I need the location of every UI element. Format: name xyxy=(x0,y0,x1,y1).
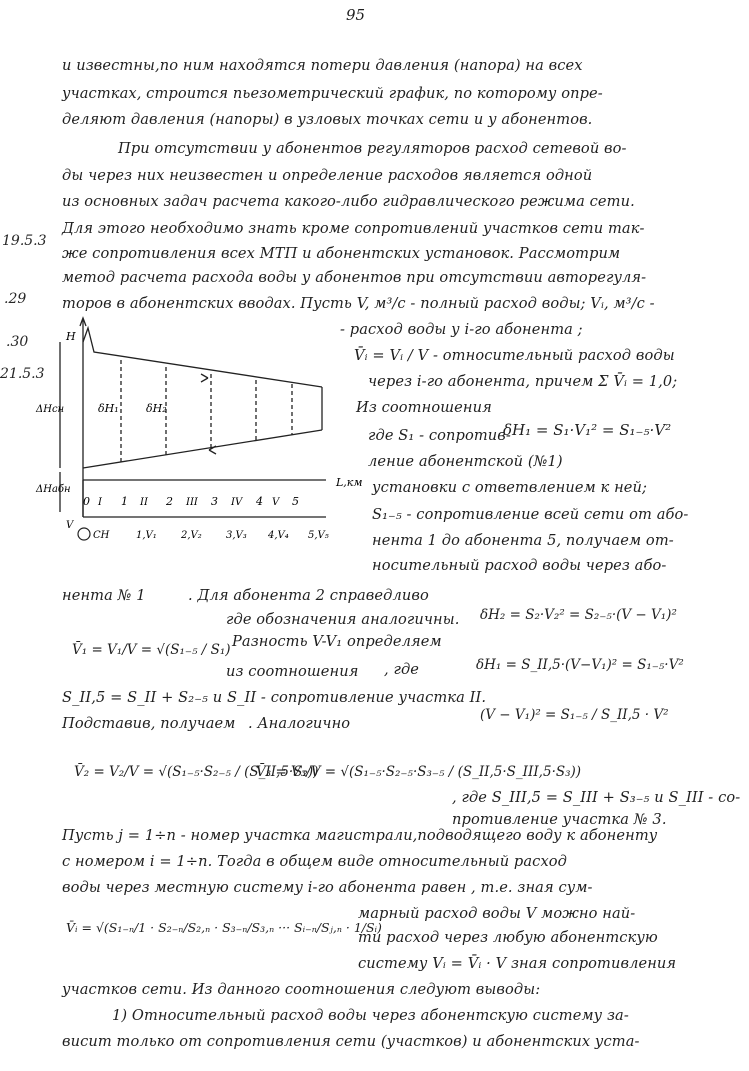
consumer-label: 3,V₃ xyxy=(226,530,247,541)
text-line: деляют давления (напоры) в узловых точках сети и у абонентов. xyxy=(62,111,593,128)
text-line: Подставив, получаем xyxy=(62,715,236,732)
section-label: I xyxy=(98,497,102,508)
section-label: III xyxy=(186,497,198,508)
text-line: участков сети. Из данного соотношения следуют выводы: xyxy=(62,981,541,998)
section-label: IV xyxy=(231,497,243,508)
text-line: . Аналогично xyxy=(248,715,351,732)
text-line: где S₁ - сопротив- xyxy=(368,427,511,444)
formula: δH₁ = S₁·V₁² = S₁₋₅·V² xyxy=(503,421,672,439)
piezometric-diagram xyxy=(36,312,366,562)
text-line: нента № 1 xyxy=(62,587,146,604)
text-line: Для этого необходимо знать кроме сопротивлений участков сети так- xyxy=(62,220,645,237)
text-line: Из соотношения xyxy=(356,399,492,416)
formula: V̄₁ = V₁/V = √(S₁₋₅ / S₁) xyxy=(72,642,231,658)
axis-label: L,км xyxy=(336,476,363,489)
consumer-label: 5,V₅ xyxy=(308,530,329,541)
node-label: 2 xyxy=(166,495,173,508)
text-line: Пусть j = 1÷n - номер участка магистрали,подводящего воду к абоненту xyxy=(62,827,658,844)
text-line: . Для абонента 2 справедливо xyxy=(188,587,429,604)
text-line: марный расход воды V можно най- xyxy=(358,905,636,922)
formula: V̄₃ = V₃/V = √(S₁₋₅·S₂₋₅·S₃₋₅ / (S_II,5·S_III,5·S₃)) xyxy=(256,764,582,780)
text-line: висит только от сопротивления сети (участков) и абонентских уста- xyxy=(62,1033,640,1050)
text-line: воды через местную систему i-го абонента равен , т.е. зная сум- xyxy=(62,879,593,896)
text-line: нента 1 до абонента 5, получаем от- xyxy=(372,532,674,549)
pump-label: СН xyxy=(93,530,110,541)
node-label: 4 xyxy=(256,495,263,508)
margin-note: 21.5.3 xyxy=(0,366,45,382)
dh-cn-label: ΔHсн xyxy=(36,404,65,415)
text-line: где обозначения аналогичны. xyxy=(226,611,460,628)
formula: (V − V₁)² = S₁₋₅ / S_II,5 · V² xyxy=(480,707,669,723)
h-label: H xyxy=(66,330,76,343)
text-line: ти расход через любую абонентскую xyxy=(358,929,658,946)
text-line: метод расчета расхода воды у абонентов при отсутствии авторегуля- xyxy=(62,269,647,286)
dh2-label: δH₂ xyxy=(146,402,167,415)
dh-abn-label: ΔHабн xyxy=(36,484,71,495)
text-line: Разность V-V₁ определяем xyxy=(232,633,442,650)
text-line: и известны,по ним находятся потери давления (напора) на всех xyxy=(62,57,583,74)
text-line: носительный расход воды через або- xyxy=(372,557,667,574)
text-line: 1) Относительный расход воды через абонентскую систему за- xyxy=(112,1007,629,1024)
node-label: 5 xyxy=(292,495,299,508)
formula: V̄₂ = V₂/V = √(S₁₋₅·S₂₋₅ / (S_II,5·S₂)) xyxy=(74,764,319,780)
consumer-label: 4,V₄ xyxy=(268,530,289,541)
node-label: 0 xyxy=(83,495,90,508)
flow-label: V xyxy=(66,520,74,531)
text-line: установки с ответвлением к ней; xyxy=(372,479,648,496)
margin-note: 19.5.3 xyxy=(2,233,47,249)
formula: δH₂ = S₂·V₂² = S₂₋₅·(V − V₁)² xyxy=(480,607,677,623)
text-line: участках, строится пьезометрический график, по которому опре- xyxy=(62,85,603,102)
text-line: с номером i = 1÷n. Тогда в общем виде относительный расход xyxy=(62,853,568,870)
margin-note: .29 xyxy=(4,291,27,307)
text-line: противление участка № 3. xyxy=(452,811,667,828)
text-line: систему Vᵢ = V̄ᵢ · V зная сопротивления xyxy=(358,955,677,972)
text-line: из соотношения xyxy=(226,663,359,680)
text-line: же сопротивления всех МТП и абонентских установок. Рассмотрим xyxy=(62,245,621,262)
text-line: V̄ᵢ = Vᵢ / V - относительный расход воды xyxy=(354,347,675,364)
consumer-label: 1,V₁ xyxy=(136,530,157,541)
node-label: 3 xyxy=(211,495,218,508)
formula: δH₁ = S_II,5·(V−V₁)² = S₁₋₅·V² xyxy=(476,657,684,673)
text-line: ление абонентской (№1) xyxy=(368,453,563,470)
text-line: ды через них неизвестен и определение расходов является одной xyxy=(62,167,593,184)
page-number: 95 xyxy=(346,6,366,24)
text-line: - расход воды у i-го абонента ; xyxy=(340,321,583,338)
section-label: V xyxy=(272,497,280,508)
text-line: При отсутствии у абонентов регуляторов расход сетевой во- xyxy=(118,140,627,157)
consumer-label: 2,V₂ xyxy=(181,530,202,541)
text-line: , где S_III,5 = S_III + S₃₋₅ и S_III - со- xyxy=(452,789,741,806)
text-line: S₁₋₅ - сопротивление всей сети от або- xyxy=(372,506,689,523)
text-line: торов в абонентских вводах. Пусть V, м³/с - полный расход воды; Vᵢ, м³/с - xyxy=(62,295,655,312)
text-line: , где xyxy=(384,661,420,678)
formula: V̄ᵢ = √(S₁₋ₙ/1 · S₂₋ₙ/S₂,ₙ · S₃₋ₙ/S₃,ₙ ··· Sᵢ₋ₙ/Sⱼ,ₙ · 1/Sᵢ) xyxy=(66,920,382,935)
text-line: S_II,5 = S_II + S₂₋₅ и S_II - сопротивление участка II. xyxy=(62,689,487,706)
section-label: II xyxy=(140,497,148,508)
text-line: через i-го абонента, причем Σ V̄ᵢ = 1,0; xyxy=(368,373,678,390)
node-label: 1 xyxy=(121,495,128,508)
margin-note: .30 xyxy=(6,334,29,350)
dh1-label: δH₁ xyxy=(98,402,119,415)
text-line: из основных задач расчета какого-либо гидравлического режима сети. xyxy=(62,193,635,210)
